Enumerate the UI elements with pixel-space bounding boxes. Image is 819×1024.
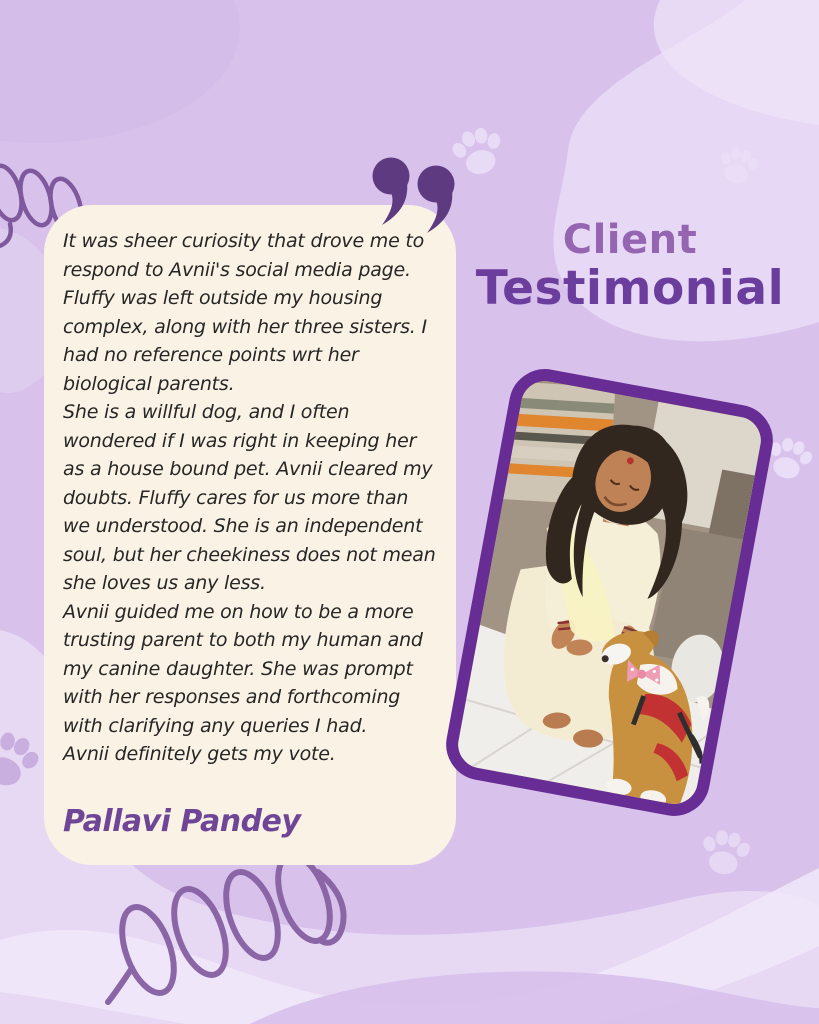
page-title: [445, 218, 815, 314]
testimonial-card: [44, 205, 456, 865]
title-line-client: Client: [562, 217, 698, 263]
paw-print-icon: [696, 826, 754, 878]
testimonial-paragraph: It was sheer curiosity that drove me to respond to Avnii's social media page.: [63, 230, 425, 281]
wave-top-left: [0, 0, 240, 143]
title-line-testimonial: Testimonial: [475, 261, 785, 316]
testimonial-paragraph: Avnii guided me on how to be a more trusting parent to both my human and my canine daughter. She was prompt with her responses and forthcoming with clarifying any queries I had.: [63, 600, 423, 737]
author-name: Pallavi Pandey: [63, 804, 301, 839]
quote-icon: [372, 156, 468, 236]
testimonial-paragraph: Fluffy was left outside my housing complex, along with her three sisters. I had no reference points wrt her biological parents.: [63, 287, 427, 395]
testimonial-paragraph: Avnii definitely gets my vote.: [63, 743, 336, 765]
testimonial-paragraph: She is a willful dog, and I often wondered if I was right in keeping her as a house bound pet. Avnii cleared my doubts. Fluffy cares for us more than we understood. She is an independent soul, but her cheekiness does not mean she loves us any less.: [63, 401, 436, 594]
